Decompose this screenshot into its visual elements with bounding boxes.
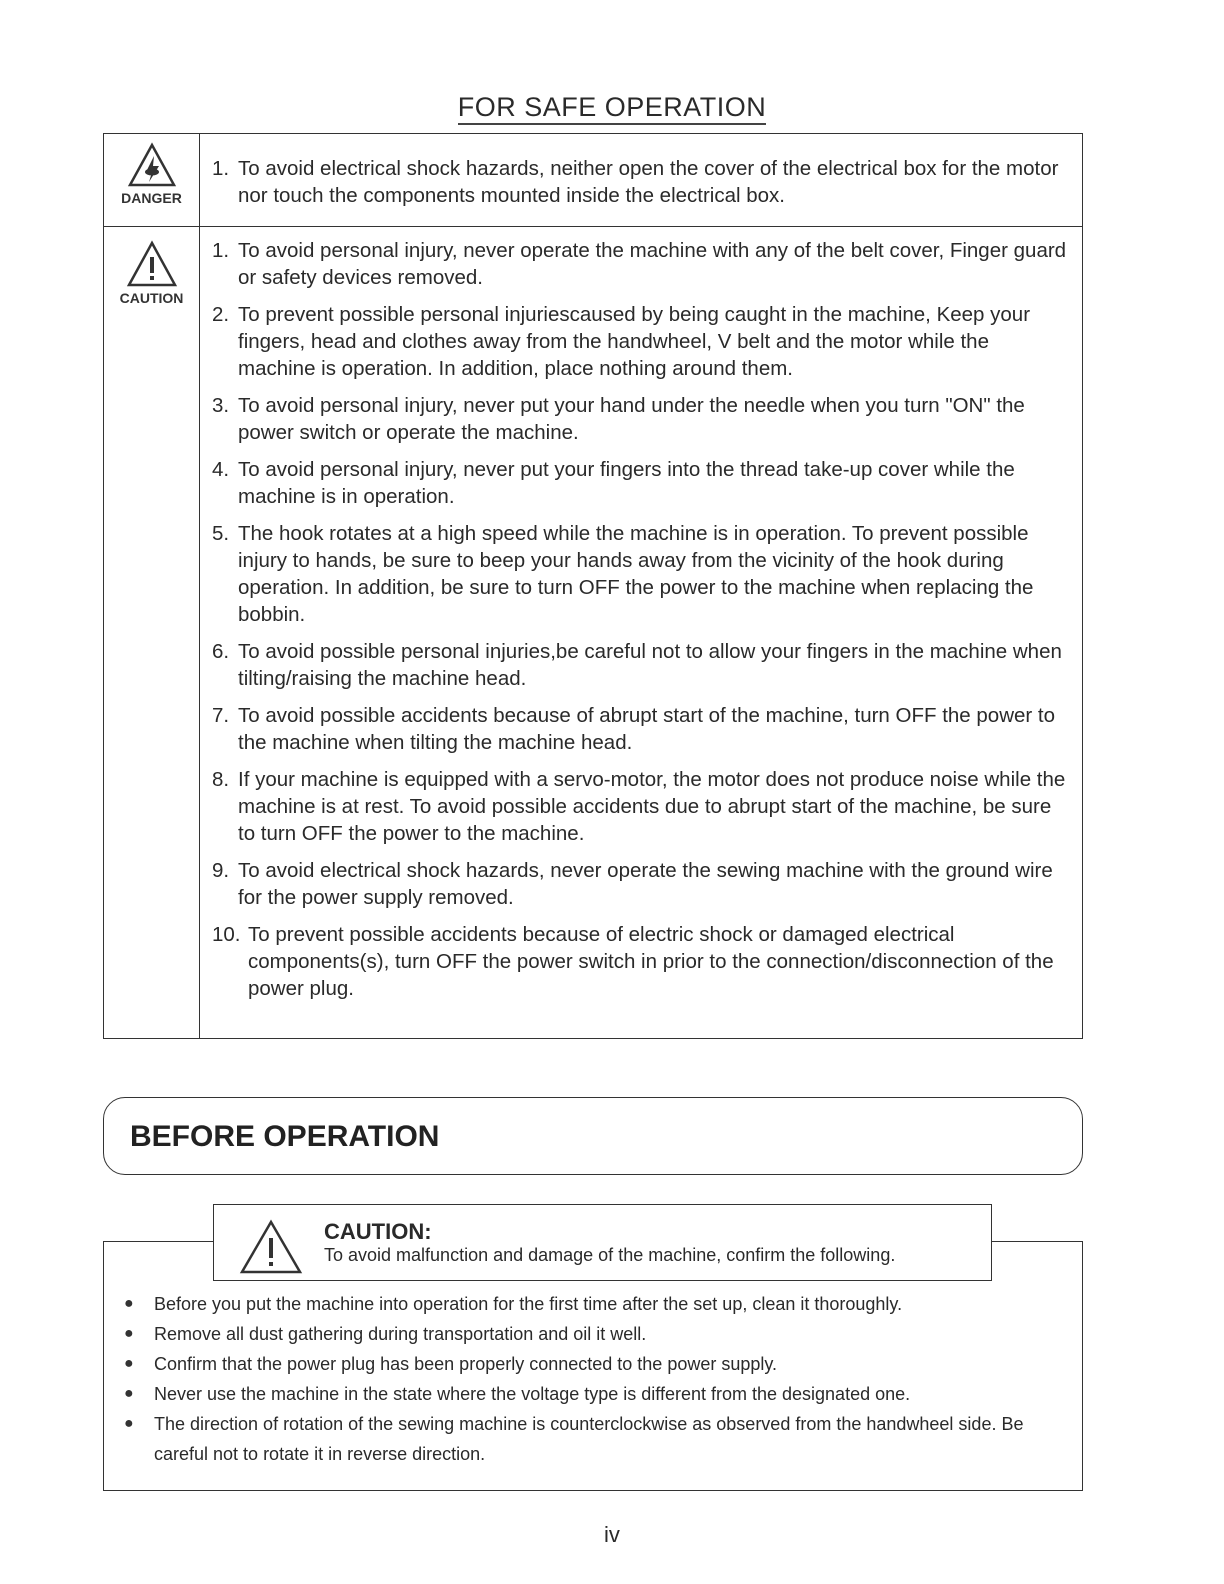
- before-operation-header: [103, 1097, 1083, 1175]
- list-item: 6. To avoid possible personal injuries,be careful not to allow your fingers in the machine when tilting/raising the machine head.: [212, 640, 1062, 690]
- caution-warning-icon: [239, 1219, 303, 1275]
- caution-label: CAUTION: [119, 290, 184, 306]
- list-item: 3. To avoid personal injury, never put your hand under the needle when you turn "ON" the power switch or operate the machine.: [212, 394, 1025, 444]
- column-divider: [199, 134, 200, 1038]
- list-item: 4. To avoid personal injury, never put your fingers into the thread take-up cover while the machine is in operation.: [212, 458, 1015, 508]
- bullet-icon: ●: [124, 1295, 134, 1312]
- section-title: BEFORE OPERATION: [130, 1120, 440, 1153]
- list-item: 7. To avoid possible accidents because of abrupt start of the machine, turn OFF the power to the machine when tilting the machine head.: [212, 704, 1056, 754]
- electric-shock-warning-icon: [127, 142, 177, 188]
- bullet-list: [124, 1289, 1069, 1469]
- list-item: ● The direction of rotation of the sewing machine is counterclockwise as observed from the handwheel side. Be careful not to rotate it in reverse direction.: [124, 1409, 1069, 1469]
- row-divider: [104, 226, 1082, 227]
- list-item: 9. To avoid electrical shock hazards, never operate the sewing machine with the ground wire for the power supply removed.: [212, 859, 1053, 909]
- danger-list: [212, 155, 1072, 209]
- list-item: ● Never use the machine in the state where the voltage type is different from the designated one.: [124, 1379, 1069, 1409]
- list-item: 1. To avoid personal injury, never operate the machine with any of the belt cover, Finger guard or safety devices removed.: [212, 239, 1067, 289]
- page-number: iv: [604, 1522, 620, 1547]
- bullet-icon: ●: [124, 1355, 134, 1372]
- caution-heading: CAUTION:: [324, 1219, 432, 1244]
- list-item: ● Before you put the machine into operation for the first time after the set up, clean it thoroughly.: [124, 1289, 1069, 1319]
- caution-sign: [104, 240, 199, 306]
- safety-table: [103, 133, 1083, 1039]
- page-title: FOR SAFE OPERATION: [0, 92, 1224, 123]
- bullet-icon: ●: [124, 1385, 134, 1402]
- list-item: ● Remove all dust gathering during transportation and oil it well.: [124, 1319, 1069, 1349]
- danger-sign: [104, 142, 199, 206]
- list-item: 8. If your machine is equipped with a servo-motor, the motor does not produce noise while the machine is at rest. To avoid possible accidents due to abrupt start of the machine, be sure to turn OFF the power to the machine.: [212, 768, 1066, 845]
- list-item: 1. To avoid electrical shock hazards, neither open the cover of the electrical box for the motor nor touch the components mounted inside the electrical box.: [212, 157, 1059, 207]
- caution-list: [212, 237, 1072, 1012]
- bullet-icon: ●: [124, 1325, 134, 1342]
- list-item: 5. The hook rotates at a high speed while the machine is in operation. To prevent possible injury to hands, be sure to beep your hands away from the vicinity of the hook during operation. In addition, be sure to turn OFF the power to the machine when replacing the bobbin.: [212, 522, 1034, 626]
- caution-warning-icon: [126, 240, 178, 288]
- list-item: 2. To prevent possible personal injuriescaused by being caught in the machine, Keep your fingers, head and clothes away from the handwheel, V belt and the motor while the machine is operation. In addition, place nothing around them.: [212, 303, 1031, 380]
- bullet-icon: ●: [124, 1415, 134, 1432]
- list-item: ● Confirm that the power plug has been properly connected to the power supply.: [124, 1349, 1069, 1379]
- danger-label: DANGER: [121, 190, 182, 206]
- caution-callout: [213, 1204, 992, 1281]
- caution-text: To avoid malfunction and damage of the machine, confirm the following.: [324, 1245, 896, 1265]
- list-item: 10. To prevent possible accidents because of electric shock or damaged electrical components(s), turn OFF the power switch in prior to the connection/disconnection of the power plug.: [212, 923, 1054, 1000]
